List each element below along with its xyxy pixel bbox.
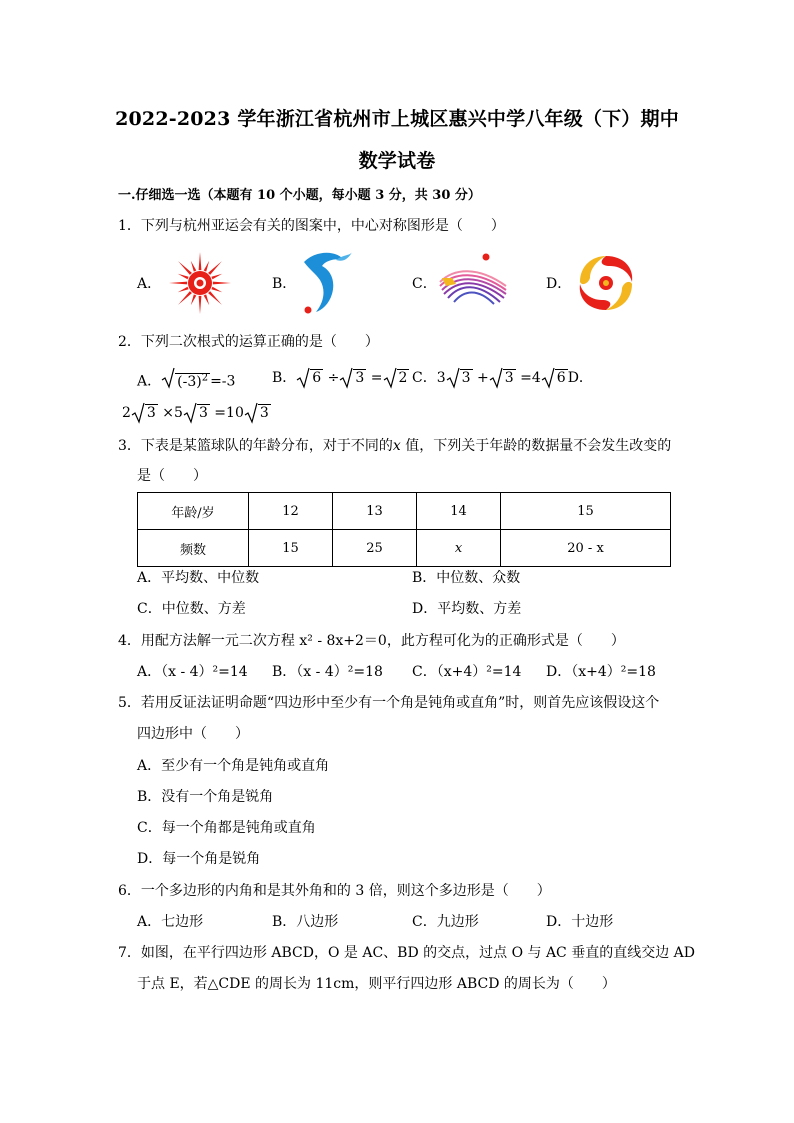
sqrt-symbol: 3 (446, 368, 473, 388)
sqrt-symbol: 3 (183, 403, 210, 423)
q1-option-b-label: B． (272, 276, 297, 292)
sqrt-symbol: 2 (383, 368, 410, 388)
q2-option-a: A． $(-3)^2 =-3$ (137, 368, 235, 392)
sun-ray (178, 287, 189, 293)
section-heading: 一.仔细选一选（本题有 10 个小题，每小题 3 分，共 30 分） (118, 188, 481, 203)
q5-option-d: D．每一个角是锐角 (137, 851, 261, 867)
red-sun-icon (166, 250, 234, 316)
sun-ray (211, 287, 222, 293)
table-cell: 15 (501, 493, 671, 530)
q2-option-d: 2 3 ×5 3 =10 3 (122, 405, 269, 421)
q3-option-a: A．平均数、中位数 (137, 570, 260, 586)
q2-option-d-label: D． (567, 370, 593, 386)
q1-option-c-label: C． (412, 276, 437, 292)
sqrt-symbol: 3 (489, 368, 516, 388)
sun-ray (178, 261, 192, 275)
sun-ray (204, 261, 210, 272)
exam-title: 2022-2023 学年浙江省杭州市上城区惠兴中学八年级（下）期中 (115, 108, 679, 130)
table-cell: 20 - x (501, 530, 671, 567)
q1-option-d-label: D． (546, 276, 572, 292)
q4-option-b: B．（x - 4）²=18 (272, 664, 383, 680)
sun-ray (191, 261, 197, 272)
q3-stem: 3．下表是某篮球队的年龄分布，对于不同的x 值，下列关于年龄的数据量不会发生改变的 (118, 438, 672, 454)
q2-option-c: C．3 3 + 3 =4 6 D． (412, 370, 593, 386)
q3-option-b: B．中位数、众数 (412, 570, 521, 586)
sun-ray (211, 274, 222, 280)
table-cell: 13 (333, 493, 417, 530)
q6-option-d: D．十边形 (546, 914, 614, 930)
sun-ray (178, 291, 192, 305)
q2-option-a-label: A． (137, 373, 162, 390)
age-frequency-table (137, 492, 671, 567)
q1-option-a-label: A． (137, 276, 162, 292)
sun-ray (213, 282, 231, 285)
q7-stem-cont: 于点 E，若△CDE 的周长为 11cm，则平行四边形 ABCD 的周长为（ ） (137, 976, 616, 992)
q4-option-d: D．（x+4）²=18 (546, 664, 656, 680)
sun-ray (178, 274, 189, 280)
sun-ray (169, 282, 187, 285)
table-cell: 12 (249, 493, 333, 530)
q5-stem-cont: 四边形中（ ） (137, 726, 249, 742)
rainbow-stripes-icon (434, 252, 514, 308)
q3-option-d: D．平均数、方差 (412, 601, 522, 617)
sun-ray (199, 296, 202, 314)
q4-stem: 4．用配方法解一元二次方程 x² - 8x+2＝0，此方程可化为的正确形式是（ ） (118, 633, 625, 649)
table-cell: 15 (249, 530, 333, 567)
sqrt-symbol: 3 (339, 368, 366, 388)
q1-stem: 1．下列与杭州亚运会有关的图案中，中心对称图形是（ ） (118, 218, 505, 234)
table-cell: 25 (333, 530, 417, 567)
table-row (138, 493, 671, 530)
sqrt-symbol: 6 (296, 368, 323, 388)
q5-option-b: B．没有一个角是锐角 (137, 789, 274, 805)
sqrt-symbol: 3 (131, 403, 158, 423)
sun-ray (208, 261, 222, 275)
sun-ray (199, 252, 202, 270)
table-cell: 年龄/岁 (138, 493, 249, 530)
q4-option-c: C．（x+4）²=14 (412, 664, 522, 680)
sun-ray (208, 291, 222, 305)
sqrt-symbol: $(-3)^2$ (161, 368, 210, 392)
q5-option-a: A．至少有一个角是钝角或直角 (137, 758, 330, 774)
q6-option-c: C．九边形 (412, 914, 479, 930)
q5-stem: 5．若用反证法证明命题“四边形中至少有一个角是钝角或直角”时，则首先应该假设这个 (118, 695, 660, 711)
q3-stem-cont: 是（ ） (137, 468, 207, 484)
sqrt-symbol: 6 (541, 368, 568, 388)
q7-stem: 7．如图，在平行四边形 ABCD，O 是 AC、BD 的交点，过点 O 与 AC 垂直的直线交边 AD (118, 945, 695, 961)
q3-option-c: C．中位数、方差 (137, 601, 246, 617)
table-cell: 频数 (138, 530, 249, 567)
table-cell: x (417, 530, 501, 567)
sqrt-symbol: 3 (244, 403, 271, 423)
red-yellow-swirl-icon (572, 250, 640, 316)
q4-option-a: A．（x - 4）²=14 (137, 664, 248, 680)
sun-ray (204, 294, 210, 305)
blue-dolphin-icon (296, 248, 356, 316)
q6-option-b: B．八边形 (272, 914, 339, 930)
q6-stem: 6．一个多边形的内角和是其外角和的 3 倍，则这个多边形是（ ） (118, 883, 551, 899)
table-row (138, 530, 671, 567)
q5-option-c: C．每一个角都是钝角或直角 (137, 820, 316, 836)
q6-option-a: A．七边形 (137, 914, 204, 930)
q2-option-b: B． 6 ÷ 3 = 2 (272, 370, 408, 386)
exam-subtitle: 数学试卷 (358, 150, 436, 172)
sun-ray (191, 294, 197, 305)
table-cell: 14 (417, 493, 501, 530)
q2-stem: 2．下列二次根式的运算正确的是（ ） (118, 334, 379, 350)
